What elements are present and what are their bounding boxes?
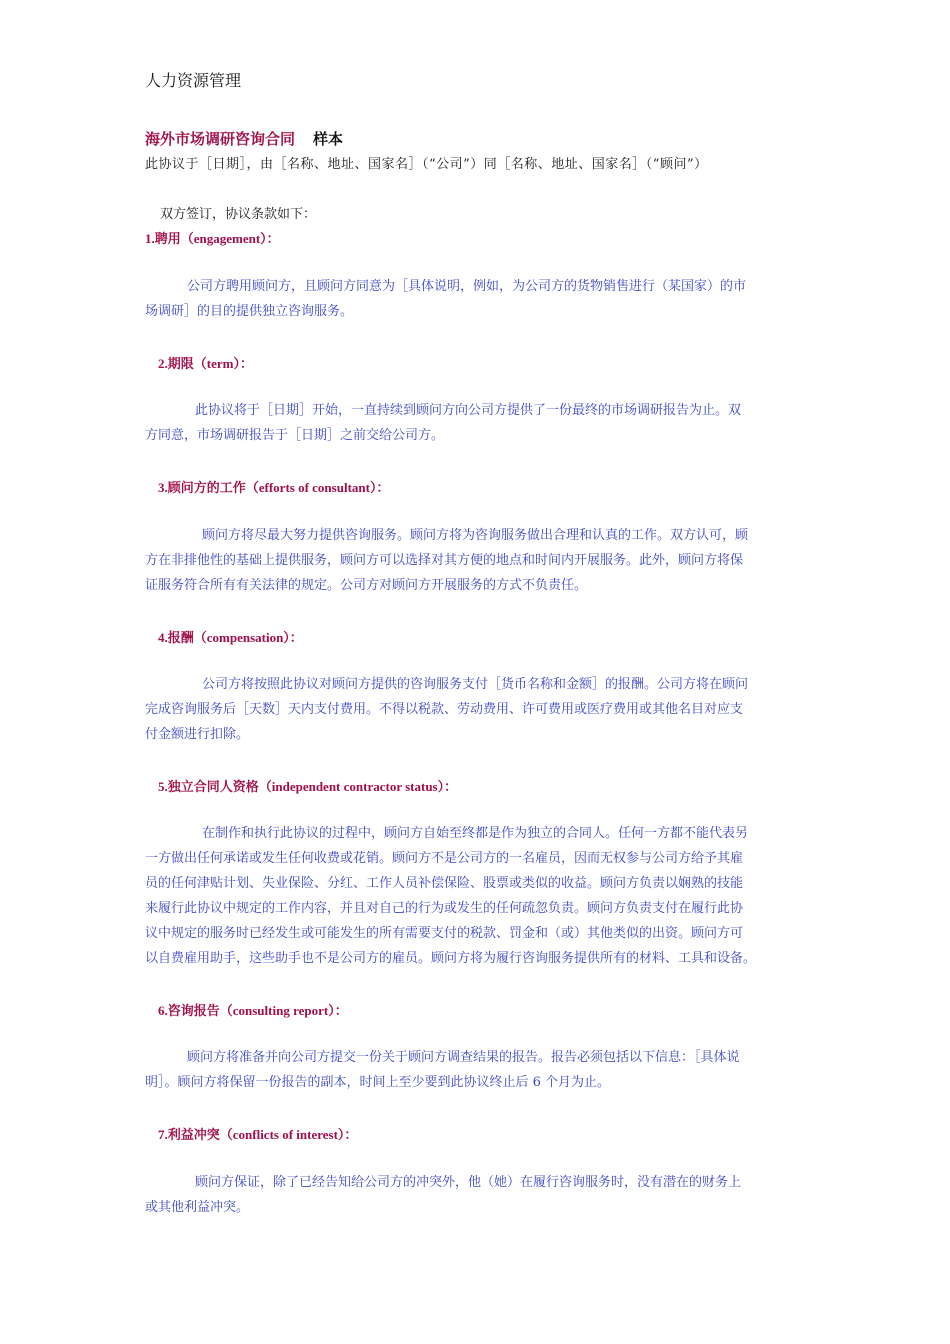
section-body-efforts [145,523,810,598]
paragraph-line: 场调研］的目的提供独立咨询服务。 [145,304,354,319]
paragraph-line: 此协议将于［日期］开始，一直持续到顾问方向公司方提供了一份最终的市场调研报告为止。双 [195,403,742,418]
agreement-line: 双方签订，协议条款如下： [160,207,317,222]
section-heading-consulting-report: 6.咨询报告（consulting report）： [158,1003,348,1018]
paragraph-line: 或其他利益冲突。 [145,1200,250,1215]
paragraph-line: 顾问方将尽最大努力提供咨询服务。顾问方将为咨询服务做出合理和认真的工作。双方认可，顾 [202,528,749,543]
paragraph-line: 方在非排他性的基础上提供服务，顾问方可以选择对其方便的地点和时间内开展服务。此外，顾问方将保 [145,553,744,568]
paragraph-line: 议中规定的服务时已经发生或可能发生的所有需要支付的税款、罚金和（或）其他类似的出资。顾问方可 [145,926,744,941]
paragraph-line: 以自费雇用助手，这些助手也不是公司方的雇员。顾问方将为履行咨询服务提供所有的材料、工具和设备。 [145,951,757,966]
section-heading-term: 2.期限（term）： [158,356,253,371]
page-header: 人力资源管理 [145,71,242,90]
section-heading-independent-contractor: 5.独立合同人资格（independent contractor status）： [158,779,458,794]
paragraph-line: 员的任何津贴计划、失业保险、分红、工作人员补偿保险、股票或类似的收益。顾问方负责以娴熟的技能 [145,876,744,891]
paragraph-line: 在制作和执行此协议的过程中，顾问方自始至终都是作为独立的合同人。任何一方都不能代表另 [202,826,749,841]
paragraph-line: 证服务符合所有有关法律的规定。公司方对顾问方开展服务的方式不负责任。 [145,578,588,593]
paragraph-line: 付金额进行扣除。 [145,727,250,742]
paragraph-line: 来履行此协议中规定的工作内容，并且对自己的行为或发生的任何疏忽负责。顾问方负责支付在履行此协 [145,901,744,916]
section-heading-compensation: 4.报酬（compensation）： [158,630,303,645]
sample-label: 样本 [313,130,344,148]
paragraph-line: 公司方将按照此协议对顾问方提供的咨询服务支付［货币名称和金额］的报酬。公司方将在顾问 [202,677,749,692]
paragraph-line: 公司方聘用顾问方，且顾问方同意为［具体说明，例如，为公司方的货物销售进行（某国家）的市 [187,279,747,294]
paragraph-line: 明］。顾问方将保留一份报告的副本，时间上至少要到此协议终止后 6 个月为止。 [145,1075,611,1090]
section-body-term [145,398,810,448]
section-heading-engagement: 1.聘用（engagement）： [145,231,280,246]
section-body-engagement [145,274,810,324]
section-body-conflicts [145,1170,810,1220]
paragraph-line: 顾问方保证，除了已经告知给公司方的冲突外，他（她）在履行咨询服务时，没有潜在的财务上 [195,1175,742,1190]
contract-title: 海外市场调研咨询合同 [145,130,296,148]
section-heading-efforts: 3.顾问方的工作（efforts of consultant）： [158,480,390,495]
paragraph-line: 完成咨询服务后［天数］天内支付费用。不得以税款、劳动费用、许可费用或医疗费用或其他名目对应支 [145,702,744,717]
intro-paragraph: 此协议于［日期］，由［名称、地址、国家名］（“公司”）同［名称、地址、国家名］（“顾问”） [145,157,708,172]
section-body-compensation [145,672,810,747]
paragraph-line: 一方做出任何承诺或发生任何收费或花销。顾问方不是公司方的一名雇员，因而无权参与公司方给予其雇 [145,851,744,866]
section-body-independent-contractor [145,821,820,971]
paragraph-line: 顾问方将准备并向公司方提交一份关于顾问方调查结果的报告。报告必须包括以下信息：［具体说 [187,1050,740,1065]
document-title [145,128,343,149]
section-heading-conflicts: 7.利益冲突（conflicts of interest）： [158,1127,358,1142]
paragraph-line: 方同意，市场调研报告于［日期］之前交给公司方。 [145,428,445,443]
section-body-consulting-report [145,1045,810,1095]
